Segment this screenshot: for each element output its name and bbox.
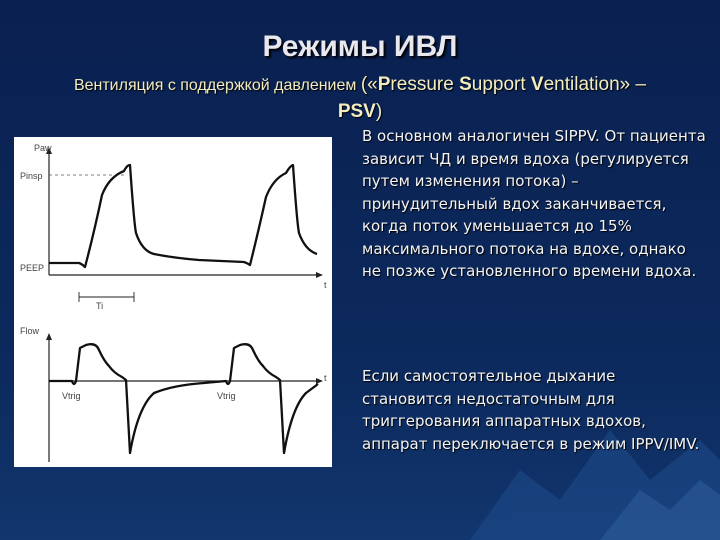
pressure-curve [49,165,317,267]
subtitle-upport: upport [471,74,531,95]
subtitle-letter-v: V [530,74,544,95]
time-axis-bottom-arrow [316,378,323,384]
subtitle-entilation: entilation» – [543,74,647,95]
flow-curve [49,344,318,453]
slide-subtitle [10,72,710,126]
pressure-flow-diagram [14,137,332,467]
description-paragraph-2: Если самостоятельное дыхание становится недостаточным для триггерования аппаратных вдохов, аппарат переключается в режим IPPV/IMV. [362,367,700,453]
subtitle-letter-s: S [459,74,472,95]
time-label-top: t [324,280,327,290]
slide-title: Режимы ИВЛ [262,30,458,63]
ti-label: Ti [96,301,104,311]
subtitle-paren-open: (« [360,74,378,95]
time-axis-top-arrow [316,272,323,278]
peep-label: PEEP [20,263,45,273]
paw-label: Paw [34,143,52,153]
subtitle-letter-p: P [377,74,391,95]
description-paragraph-1: В основном аналогичен SIPPV. От пациента зависит ЧД и время вдоха (регулируется путем изменения потока) – принудительный вдох заканчивается, когда поток уменьшается до 15% максимального потока на вдохе, однако не позже установленного времени вдоха. [362,127,706,280]
pinsp-label: Pinsp [20,171,43,181]
diagram-svg [14,137,332,467]
time-label-bottom: t [324,373,327,383]
subtitle-paren-close: ) [375,101,383,122]
flow-axis-arrow [46,333,52,340]
flow-label: Flow [20,326,40,336]
vtrig-label-2: Vtrig [217,391,236,401]
subtitle-ressure: ressure [390,74,460,95]
subtitle-part1: Вентиляция с поддержкой давлением [73,77,361,94]
subtitle-psv: PSV [337,101,376,122]
vtrig-label-1: Vtrig [62,391,81,401]
